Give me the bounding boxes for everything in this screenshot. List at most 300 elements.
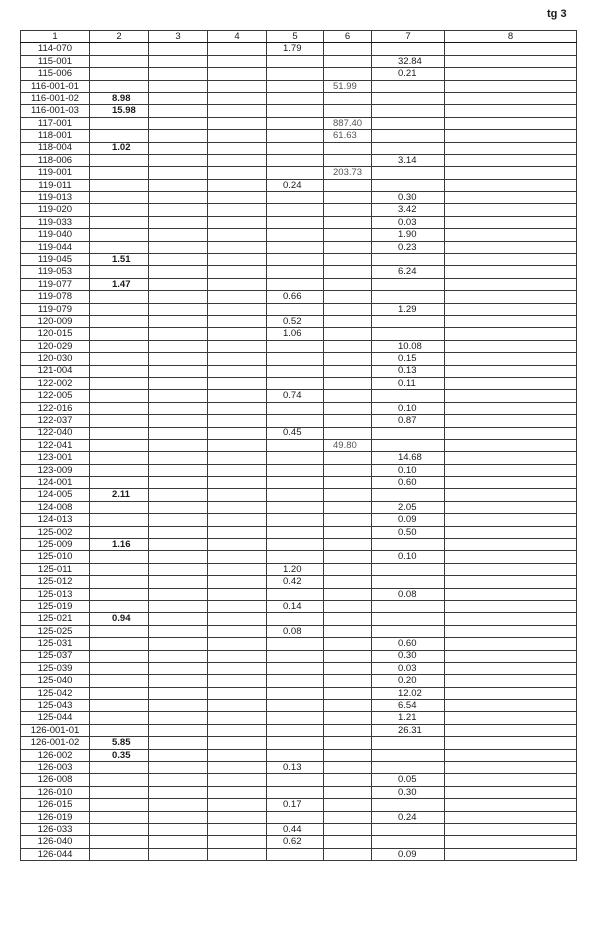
row-code-cell: 125-039 (21, 662, 90, 674)
value-cell-col-7: 0.50 (372, 526, 445, 538)
table-row (21, 638, 577, 650)
value-cell-col-5 (267, 477, 324, 489)
value-cell-col-7: 6.24 (372, 266, 445, 278)
table-row (21, 625, 577, 637)
value-cell-col-2 (90, 514, 149, 526)
value-cell-col-2 (90, 675, 149, 687)
value-cell-col-5: 1.20 (267, 563, 324, 575)
value-cell-col-5 (267, 439, 324, 451)
value-cell-col-8 (445, 526, 577, 538)
value-cell-col-3 (149, 762, 208, 774)
table-row (21, 539, 577, 551)
table-row (21, 613, 577, 625)
value-cell-col-7: 0.09 (372, 514, 445, 526)
row-code-cell: 126-008 (21, 774, 90, 786)
row-code-cell: 125-010 (21, 551, 90, 563)
value-cell-col-8 (445, 216, 577, 228)
column-header: 6 (324, 31, 372, 43)
table-row (21, 452, 577, 464)
value-cell-col-7: 0.10 (372, 551, 445, 563)
value-cell-col-7 (372, 439, 445, 451)
value-cell-col-3 (149, 353, 208, 365)
value-cell-col-6 (324, 600, 372, 612)
value-cell-col-2 (90, 328, 149, 340)
value-cell-col-6 (324, 501, 372, 513)
value-cell-col-2 (90, 402, 149, 414)
value-cell-col-8 (445, 353, 577, 365)
value-cell-col-2 (90, 80, 149, 92)
table-row (21, 551, 577, 563)
value-cell-col-4 (208, 142, 267, 154)
value-cell-col-3 (149, 563, 208, 575)
value-cell-col-7: 10.08 (372, 340, 445, 352)
table-row (21, 848, 577, 860)
value-cell-col-7 (372, 625, 445, 637)
value-cell-col-3 (149, 92, 208, 104)
row-code-cell: 117-001 (21, 117, 90, 129)
value-cell-col-7 (372, 613, 445, 625)
value-cell-col-2 (90, 662, 149, 674)
row-code-cell: 126-015 (21, 799, 90, 811)
row-code-cell: 124-005 (21, 489, 90, 501)
value-cell-col-6: 61.63 (324, 130, 372, 142)
value-cell-col-2: 2.11 (90, 489, 149, 501)
row-code-cell: 122-041 (21, 439, 90, 451)
value-cell-col-5 (267, 154, 324, 166)
table-row (21, 700, 577, 712)
value-cell-col-8 (445, 266, 577, 278)
value-cell-col-4 (208, 625, 267, 637)
value-cell-col-7: 1.21 (372, 712, 445, 724)
value-cell-col-8 (445, 154, 577, 166)
value-cell-col-5 (267, 266, 324, 278)
table-row (21, 762, 577, 774)
value-cell-col-2 (90, 365, 149, 377)
row-code-cell: 124-001 (21, 477, 90, 489)
value-cell-col-7 (372, 254, 445, 266)
value-cell-col-7: 3.42 (372, 204, 445, 216)
value-cell-col-6 (324, 526, 372, 538)
value-cell-col-4 (208, 638, 267, 650)
table-row (21, 303, 577, 315)
value-cell-col-7: 0.08 (372, 588, 445, 600)
value-cell-col-8 (445, 229, 577, 241)
value-cell-col-5 (267, 192, 324, 204)
row-code-cell: 119-053 (21, 266, 90, 278)
value-cell-col-5: 1.79 (267, 43, 324, 55)
table-row (21, 675, 577, 687)
row-code-cell: 126-033 (21, 824, 90, 836)
row-code-cell: 125-044 (21, 712, 90, 724)
value-cell-col-7 (372, 167, 445, 179)
value-cell-col-3 (149, 662, 208, 674)
value-cell-col-2 (90, 439, 149, 451)
table-row (21, 576, 577, 588)
value-cell-col-3 (149, 464, 208, 476)
value-cell-col-5 (267, 92, 324, 104)
row-code-cell: 124-008 (21, 501, 90, 513)
table-row (21, 600, 577, 612)
value-cell-col-5 (267, 749, 324, 761)
value-cell-col-6: 887.40 (324, 117, 372, 129)
row-code-cell: 126-040 (21, 836, 90, 848)
table-row (21, 563, 577, 575)
value-cell-col-6 (324, 786, 372, 798)
row-code-cell: 123-001 (21, 452, 90, 464)
value-cell-col-4 (208, 700, 267, 712)
value-cell-col-3 (149, 452, 208, 464)
value-cell-col-8 (445, 92, 577, 104)
value-cell-col-4 (208, 613, 267, 625)
table-row (21, 315, 577, 327)
row-code-cell: 121-004 (21, 365, 90, 377)
value-cell-col-8 (445, 737, 577, 749)
value-cell-col-6 (324, 377, 372, 389)
column-header: 4 (208, 31, 267, 43)
row-code-cell: 119-077 (21, 278, 90, 290)
value-cell-col-3 (149, 576, 208, 588)
value-cell-col-2 (90, 291, 149, 303)
value-cell-col-2: 15.98 (90, 105, 149, 117)
value-cell-col-7 (372, 130, 445, 142)
row-code-cell: 126-001-01 (21, 724, 90, 736)
table-row (21, 786, 577, 798)
value-cell-col-4 (208, 464, 267, 476)
value-cell-col-4 (208, 576, 267, 588)
value-cell-col-4 (208, 551, 267, 563)
value-cell-col-6 (324, 613, 372, 625)
value-cell-col-3 (149, 105, 208, 117)
value-cell-col-5 (267, 551, 324, 563)
value-cell-col-5: 0.24 (267, 179, 324, 191)
value-cell-col-3 (149, 836, 208, 848)
value-cell-col-8 (445, 315, 577, 327)
table-row (21, 439, 577, 451)
table-row (21, 402, 577, 414)
value-cell-col-2 (90, 303, 149, 315)
table-row (21, 55, 577, 67)
value-cell-col-2 (90, 117, 149, 129)
value-cell-col-5 (267, 377, 324, 389)
value-cell-col-8 (445, 192, 577, 204)
value-cell-col-5 (267, 514, 324, 526)
value-cell-col-4 (208, 799, 267, 811)
value-cell-col-6 (324, 848, 372, 860)
value-cell-col-4 (208, 241, 267, 253)
value-cell-col-5 (267, 489, 324, 501)
value-cell-col-4 (208, 724, 267, 736)
table-row (21, 254, 577, 266)
value-cell-col-8 (445, 489, 577, 501)
value-cell-col-5: 0.66 (267, 291, 324, 303)
value-cell-col-6: 203.73 (324, 167, 372, 179)
value-cell-col-2 (90, 130, 149, 142)
value-cell-col-5 (267, 278, 324, 290)
value-cell-col-7 (372, 43, 445, 55)
value-cell-col-5 (267, 675, 324, 687)
value-cell-col-6 (324, 662, 372, 674)
value-cell-col-4 (208, 328, 267, 340)
value-cell-col-3 (149, 737, 208, 749)
value-cell-col-4 (208, 278, 267, 290)
table-row (21, 154, 577, 166)
value-cell-col-3 (149, 192, 208, 204)
value-cell-col-2 (90, 154, 149, 166)
table-row (21, 204, 577, 216)
value-cell-col-8 (445, 464, 577, 476)
value-cell-col-3 (149, 68, 208, 80)
value-cell-col-6 (324, 836, 372, 848)
value-cell-col-5 (267, 216, 324, 228)
row-code-cell: 118-004 (21, 142, 90, 154)
row-code-cell: 119-033 (21, 216, 90, 228)
row-code-cell: 120-029 (21, 340, 90, 352)
value-cell-col-2 (90, 526, 149, 538)
value-cell-col-3 (149, 291, 208, 303)
value-cell-col-3 (149, 266, 208, 278)
value-cell-col-2 (90, 464, 149, 476)
value-cell-col-2 (90, 551, 149, 563)
value-cell-col-5 (267, 105, 324, 117)
value-cell-col-3 (149, 687, 208, 699)
value-cell-col-7 (372, 105, 445, 117)
value-cell-col-8 (445, 762, 577, 774)
value-cell-col-2: 1.51 (90, 254, 149, 266)
value-cell-col-2: 8.98 (90, 92, 149, 104)
table-row (21, 427, 577, 439)
value-cell-col-2: 0.94 (90, 613, 149, 625)
value-cell-col-8 (445, 117, 577, 129)
row-code-cell: 119-044 (21, 241, 90, 253)
value-cell-col-3 (149, 43, 208, 55)
value-cell-col-4 (208, 600, 267, 612)
value-cell-col-5 (267, 712, 324, 724)
value-cell-col-4 (208, 80, 267, 92)
value-cell-col-7: 0.03 (372, 662, 445, 674)
value-cell-col-7 (372, 427, 445, 439)
value-cell-col-8 (445, 303, 577, 315)
table-row (21, 724, 577, 736)
value-cell-col-2 (90, 799, 149, 811)
value-cell-col-5: 0.44 (267, 824, 324, 836)
value-cell-col-5 (267, 848, 324, 860)
value-cell-col-4 (208, 179, 267, 191)
value-cell-col-4 (208, 167, 267, 179)
table-row (21, 229, 577, 241)
table-row (21, 650, 577, 662)
value-cell-col-6 (324, 551, 372, 563)
value-cell-col-4 (208, 117, 267, 129)
row-code-cell: 124-013 (21, 514, 90, 526)
value-cell-col-5 (267, 80, 324, 92)
page-label: tg 3 (547, 8, 567, 20)
value-cell-col-2 (90, 638, 149, 650)
table-row (21, 687, 577, 699)
value-cell-col-7: 0.30 (372, 192, 445, 204)
value-cell-col-5 (267, 167, 324, 179)
value-cell-col-6 (324, 514, 372, 526)
value-cell-col-2: 1.47 (90, 278, 149, 290)
value-cell-col-4 (208, 315, 267, 327)
value-cell-col-6 (324, 700, 372, 712)
ledger-table (20, 30, 577, 861)
value-cell-col-4 (208, 811, 267, 823)
value-cell-col-6 (324, 464, 372, 476)
value-cell-col-7 (372, 92, 445, 104)
row-code-cell: 125-043 (21, 700, 90, 712)
value-cell-col-4 (208, 353, 267, 365)
table-row (21, 216, 577, 228)
table-row (21, 130, 577, 142)
value-cell-col-5 (267, 452, 324, 464)
table-row (21, 266, 577, 278)
value-cell-col-2 (90, 315, 149, 327)
value-cell-col-3 (149, 390, 208, 402)
value-cell-col-3 (149, 786, 208, 798)
table-row (21, 340, 577, 352)
row-code-cell: 125-013 (21, 588, 90, 600)
value-cell-col-3 (149, 117, 208, 129)
value-cell-col-4 (208, 687, 267, 699)
value-cell-col-3 (149, 600, 208, 612)
value-cell-col-6 (324, 489, 372, 501)
row-code-cell: 116-001-02 (21, 92, 90, 104)
value-cell-col-3 (149, 377, 208, 389)
value-cell-col-2: 5.85 (90, 737, 149, 749)
value-cell-col-8 (445, 799, 577, 811)
row-code-cell: 119-020 (21, 204, 90, 216)
value-cell-col-4 (208, 774, 267, 786)
value-cell-col-5: 0.42 (267, 576, 324, 588)
value-cell-col-6 (324, 563, 372, 575)
value-cell-col-7: 2.05 (372, 501, 445, 513)
value-cell-col-4 (208, 539, 267, 551)
table-row (21, 167, 577, 179)
value-cell-col-6 (324, 192, 372, 204)
row-code-cell: 122-037 (21, 415, 90, 427)
value-cell-col-2 (90, 204, 149, 216)
value-cell-col-4 (208, 92, 267, 104)
table-row (21, 377, 577, 389)
value-cell-col-2 (90, 625, 149, 637)
value-cell-col-4 (208, 68, 267, 80)
value-cell-col-4 (208, 526, 267, 538)
value-cell-col-7: 0.13 (372, 365, 445, 377)
value-cell-col-8 (445, 390, 577, 402)
row-code-cell: 119-011 (21, 179, 90, 191)
value-cell-col-6 (324, 390, 372, 402)
value-cell-col-8 (445, 774, 577, 786)
value-cell-col-5 (267, 650, 324, 662)
value-cell-col-7 (372, 762, 445, 774)
value-cell-col-6 (324, 254, 372, 266)
value-cell-col-8 (445, 55, 577, 67)
table-row (21, 142, 577, 154)
table-row (21, 662, 577, 674)
value-cell-col-8 (445, 824, 577, 836)
value-cell-col-6 (324, 724, 372, 736)
value-cell-col-5 (267, 687, 324, 699)
value-cell-col-4 (208, 192, 267, 204)
value-cell-col-3 (149, 526, 208, 538)
value-cell-col-5 (267, 254, 324, 266)
value-cell-col-2 (90, 687, 149, 699)
row-code-cell: 126-019 (21, 811, 90, 823)
value-cell-col-5 (267, 811, 324, 823)
table-row (21, 328, 577, 340)
value-cell-col-5 (267, 662, 324, 674)
value-cell-col-3 (149, 799, 208, 811)
value-cell-col-8 (445, 365, 577, 377)
value-cell-col-2 (90, 724, 149, 736)
value-cell-col-3 (149, 303, 208, 315)
row-code-cell: 125-019 (21, 600, 90, 612)
row-code-cell: 126-001-02 (21, 737, 90, 749)
value-cell-col-7 (372, 489, 445, 501)
row-code-cell: 122-002 (21, 377, 90, 389)
row-code-cell: 125-002 (21, 526, 90, 538)
value-cell-col-2 (90, 650, 149, 662)
value-cell-col-6 (324, 576, 372, 588)
value-cell-col-6 (324, 55, 372, 67)
value-cell-col-5 (267, 142, 324, 154)
value-cell-col-4 (208, 762, 267, 774)
value-cell-col-6 (324, 415, 372, 427)
value-cell-col-5: 0.62 (267, 836, 324, 848)
row-code-cell: 118-006 (21, 154, 90, 166)
table-row (21, 836, 577, 848)
value-cell-col-8 (445, 700, 577, 712)
value-cell-col-2 (90, 588, 149, 600)
value-cell-col-6 (324, 154, 372, 166)
value-cell-col-8 (445, 786, 577, 798)
value-cell-col-7: 32.84 (372, 55, 445, 67)
value-cell-col-6 (324, 737, 372, 749)
value-cell-col-8 (445, 43, 577, 55)
value-cell-col-5: 0.45 (267, 427, 324, 439)
value-cell-col-2 (90, 576, 149, 588)
value-cell-col-2 (90, 68, 149, 80)
value-cell-col-3 (149, 365, 208, 377)
value-cell-col-8 (445, 142, 577, 154)
value-cell-col-3 (149, 477, 208, 489)
value-cell-col-3 (149, 179, 208, 191)
value-cell-col-4 (208, 402, 267, 414)
value-cell-col-4 (208, 749, 267, 761)
value-cell-col-8 (445, 340, 577, 352)
value-cell-col-6 (324, 638, 372, 650)
table-row (21, 105, 577, 117)
table-row (21, 489, 577, 501)
value-cell-col-5 (267, 638, 324, 650)
value-cell-col-6 (324, 588, 372, 600)
value-cell-col-8 (445, 377, 577, 389)
row-code-cell: 126-002 (21, 749, 90, 761)
value-cell-col-3 (149, 315, 208, 327)
value-cell-col-5 (267, 526, 324, 538)
ledger-body (21, 43, 577, 861)
value-cell-col-6 (324, 291, 372, 303)
value-cell-col-8 (445, 291, 577, 303)
value-cell-col-6 (324, 811, 372, 823)
value-cell-col-4 (208, 303, 267, 315)
value-cell-col-2 (90, 786, 149, 798)
value-cell-col-2 (90, 836, 149, 848)
value-cell-col-4 (208, 43, 267, 55)
value-cell-col-3 (149, 514, 208, 526)
value-cell-col-5 (267, 737, 324, 749)
value-cell-col-6 (324, 241, 372, 253)
